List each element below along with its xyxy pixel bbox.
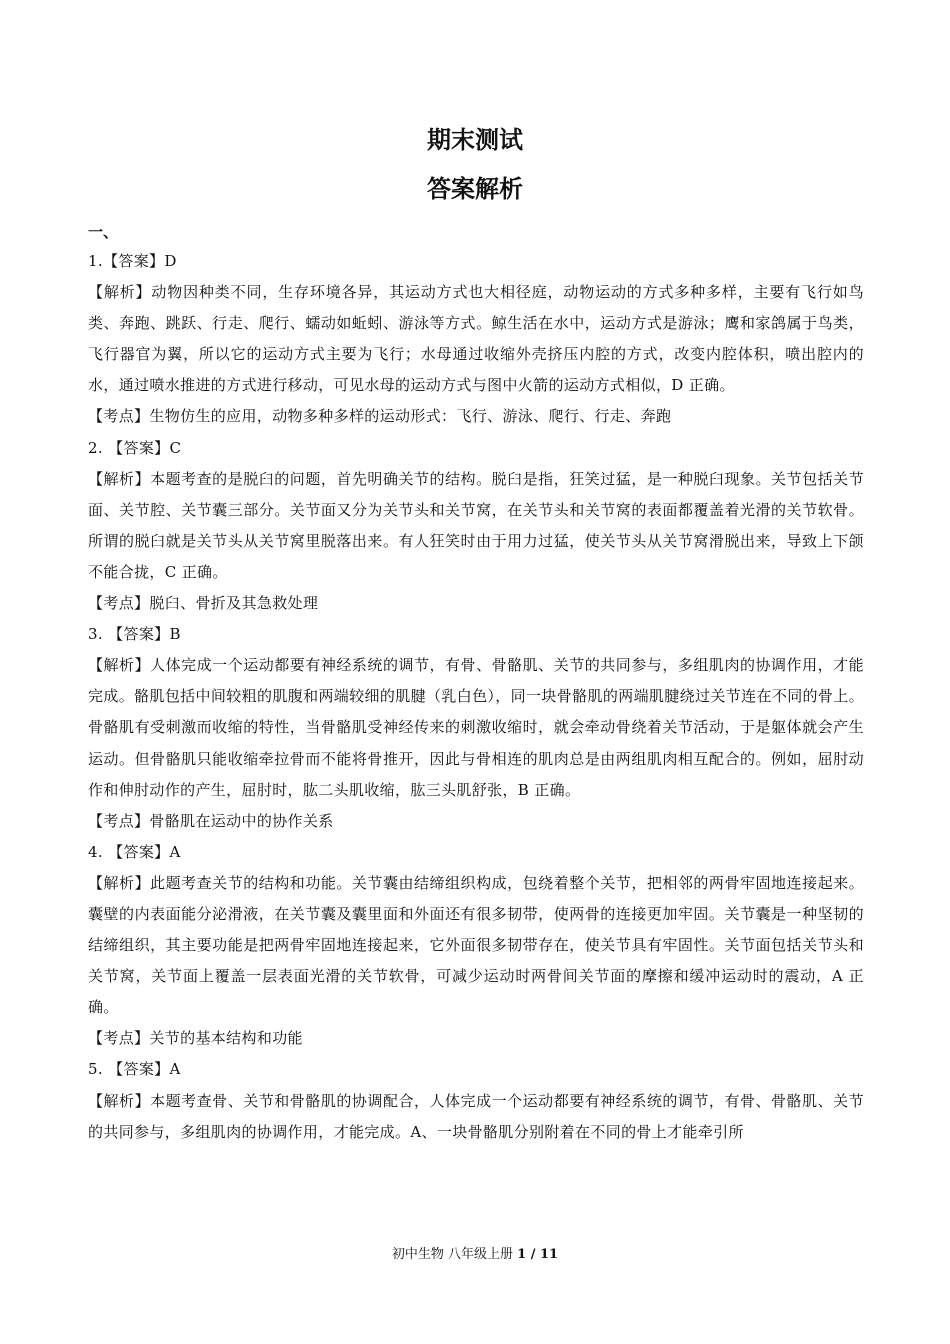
q4-analysis: 【解析】此题考查关节的结构和功能。关节囊由结缔组织构成，包绕着整个关节，把相邻的两骨牢固地连接起来。囊壁的内表面能分泌滑液，在关节囊及囊里面和外面还有很多韧带，使两骨的连接更加牢固。关节囊是一种坚韧的结缔组织，其主要功能是把两骨牢固地连接起来，它外面很多韧带存在，使关节具有牢固性。关节面包括关节头和关节窝，关节面上覆盖一层表面光滑的关节软骨，可减少运动时两骨间关节面的摩擦和缓冲运动时的震动，A 正确。 — [88, 873, 864, 1017]
q3-knowledge-point: 【考点】骨骼肌在运动中的协作关系 — [88, 811, 334, 830]
section-heading: 一、 — [88, 223, 119, 241]
page-subtitle: 答案解析 — [427, 175, 523, 203]
q5-answer: 5. 【答案】A — [88, 1060, 181, 1079]
page-footer — [0, 1245, 950, 1265]
q1-analysis: 【解析】动物因种类不同，生存环境各异，其运动方式也大相径庭，动物运动的方式多种多样，主要有飞行如鸟类、奔跑、跳跃、行走、爬行、蠕动如蚯蚓、游泳等方式。鲸生活在水中，运动方式是游泳；鹰和家鸽属于鸟类，飞行器官为翼，所以它的运动方式主要为飞行；水母通过收缩外壳挤压内腔的方式，改变内腔体积，喷出腔内的水，通过喷水推进的方式进行移动，可见水母的运动方式与图中火箭的运动方式相似，D 正确。 — [88, 283, 864, 395]
q2-knowledge-point: 【考点】脱臼、骨折及其急救处理 — [88, 594, 319, 613]
footer-course: 初中生物 八年级上册 — [391, 1247, 518, 1262]
answer-content — [88, 246, 864, 1148]
q4-knowledge-point: 【考点】关节的基本结构和功能 — [88, 1029, 303, 1048]
q2-answer: 2. 【答案】C — [88, 438, 182, 457]
q3-analysis: 【解析】人体完成一个运动都要有神经系统的调节，有骨、骨骼肌、关节的共同参与，多组肌肉的协调作用，才能完成。骼肌包括中间较粗的肌腹和两端较细的肌腱（乳白色），同一块骨骼肌的两端肌腱绕过关节连在不同的骨上。骨骼肌有受刺激而收缩的特性，当骨骼肌受神经传来的刺激收缩时，就会牵动骨绕着关节活动，于是躯体就会产生运动。但骨骼肌只能收缩牵拉骨而不能将骨推开，因此与骨相连的肌肉总是由两组肌肉相互配合的。例如，屈肘动作和伸肘动作的产生，屈肘时，肱二头肌收缩，肱三头肌舒张，B 正确。 — [88, 656, 864, 799]
page-number: 1 / 11 — [517, 1247, 559, 1262]
q2-analysis: 【解析】本题考查的是脱臼的问题，首先明确关节的结构。脱臼是指，狂笑过猛，是一种脱臼现象。关节包括关节面、关节腔、关节囊三部分。关节面又分为关节头和关节窝，在关节头和关节窝的表面都覆盖着光滑的关节软骨。所谓的脱臼就是关节头从关节窝里脱落出来。有人狂笑时由于用力过猛，使关节头从关节窝滑脱出来，导致上下颌不能合拢，C 正确。 — [88, 469, 864, 581]
page-title: 期末测试 — [427, 126, 523, 154]
q1-knowledge-point: 【考点】生物仿生的应用，动物多种多样的运动形式：飞行、游泳、爬行、行走、奔跑 — [88, 407, 672, 426]
q4-answer: 4. 【答案】A — [88, 842, 181, 861]
q3-answer: 3. 【答案】B — [88, 625, 181, 644]
q1-answer: 1.【答案】D — [88, 252, 177, 270]
q5-analysis: 【解析】本题考查骨、关节和骨骼肌的协调配合，人体完成一个运动都要有神经系统的调节，有骨、骨骼肌、关节的共同参与，多组肌肉的协调作用，才能完成。A、一块骨骼肌分别附着在不同的骨上才能牵引所 — [88, 1091, 864, 1141]
